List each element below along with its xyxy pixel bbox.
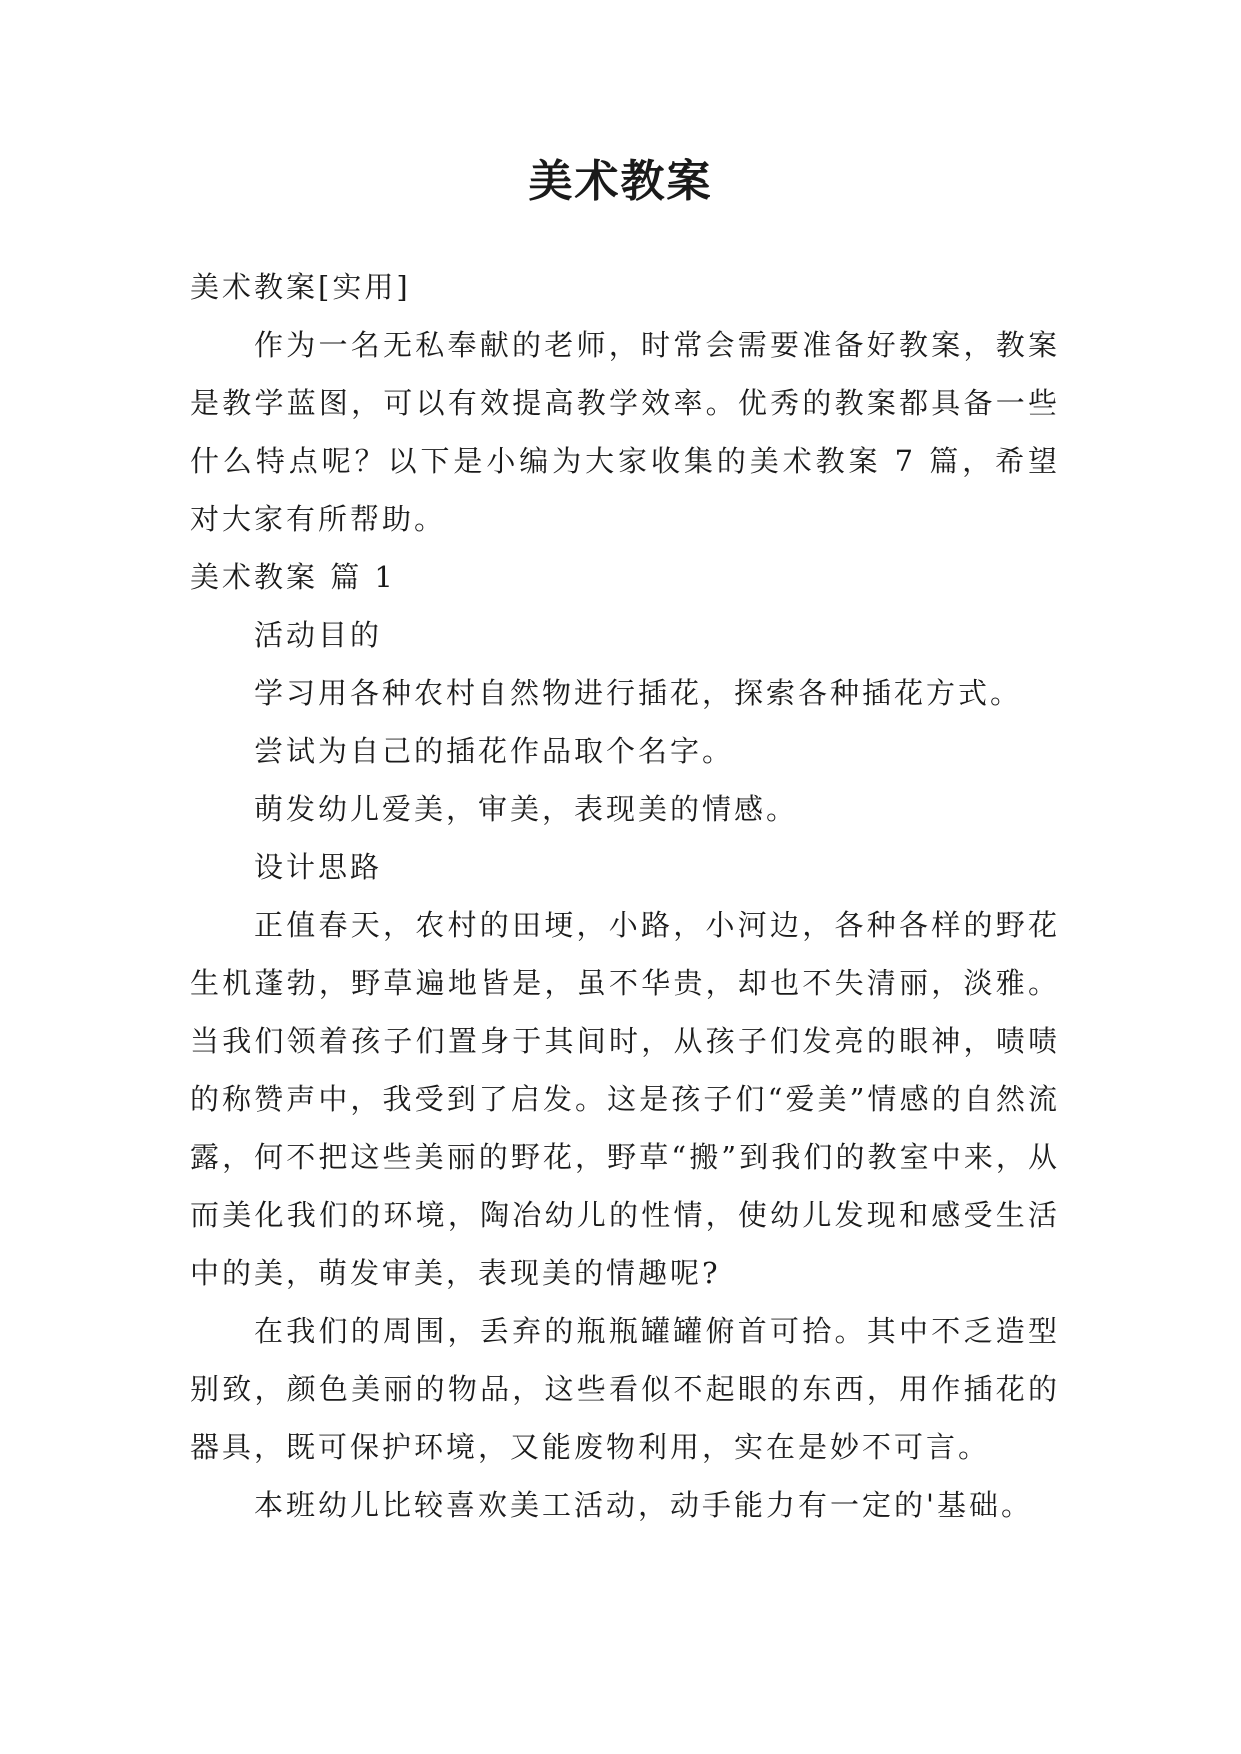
document-subtitle: 美术教案[实用] <box>190 270 411 304</box>
section-heading: 美术教案 篇 1 <box>190 560 396 594</box>
design-paragraph: 本班幼儿比较喜欢美工活动，动手能力有一定的'基础。 <box>254 1488 1033 1522</box>
design-heading: 设计思路 <box>254 850 383 884</box>
goal-item: 尝试为自己的插花作品取个名字。 <box>254 734 735 768</box>
document-title: 美术教案 <box>528 156 713 207</box>
goal-item: 萌发幼儿爱美，审美，表现美的情感。 <box>254 792 799 826</box>
goal-item: 学习用各种农村自然物进行插花，探索各种插花方式。 <box>254 676 1023 710</box>
design-paragraph: 在我们的周围，丢弃的瓶瓶罐罐俯首可拾。其中不乏造型别致，颜色美丽的物品，这些看似不起眼的东西，用作插花的器具，既可保护环境，又能废物利用，实在是妙不可言。 <box>190 1314 1060 1464</box>
goal-heading: 活动目的 <box>254 618 383 652</box>
intro-paragraph: 作为一名无私奉献的老师，时常会需要准备好教案，教案是教学蓝图，可以有效提高教学效率。优秀的教案都具备一些什么特点呢？以下是小编为大家收集的美术教案 7 篇，希望对大家有所帮助。 <box>190 328 1060 536</box>
document-body <box>190 258 1060 1534</box>
design-paragraph: 正值春天，农村的田埂，小路，小河边，各种各样的野花生机蓬勃，野草遍地皆是，虽不华贵，却也不失清丽，淡雅。当我们领着孩子们置身于其间时，从孩子们发亮的眼神，啧啧的称赞声中，我受到了启发。这是孩子们“爱美”情感的自然流露，何不把这些美丽的野花，野草“搬”到我们的教室中来，从而美化我们的环境，陶冶幼儿的性情，使幼儿发现和感受生活中的美，萌发审美，表现美的情趣呢? <box>190 908 1060 1290</box>
